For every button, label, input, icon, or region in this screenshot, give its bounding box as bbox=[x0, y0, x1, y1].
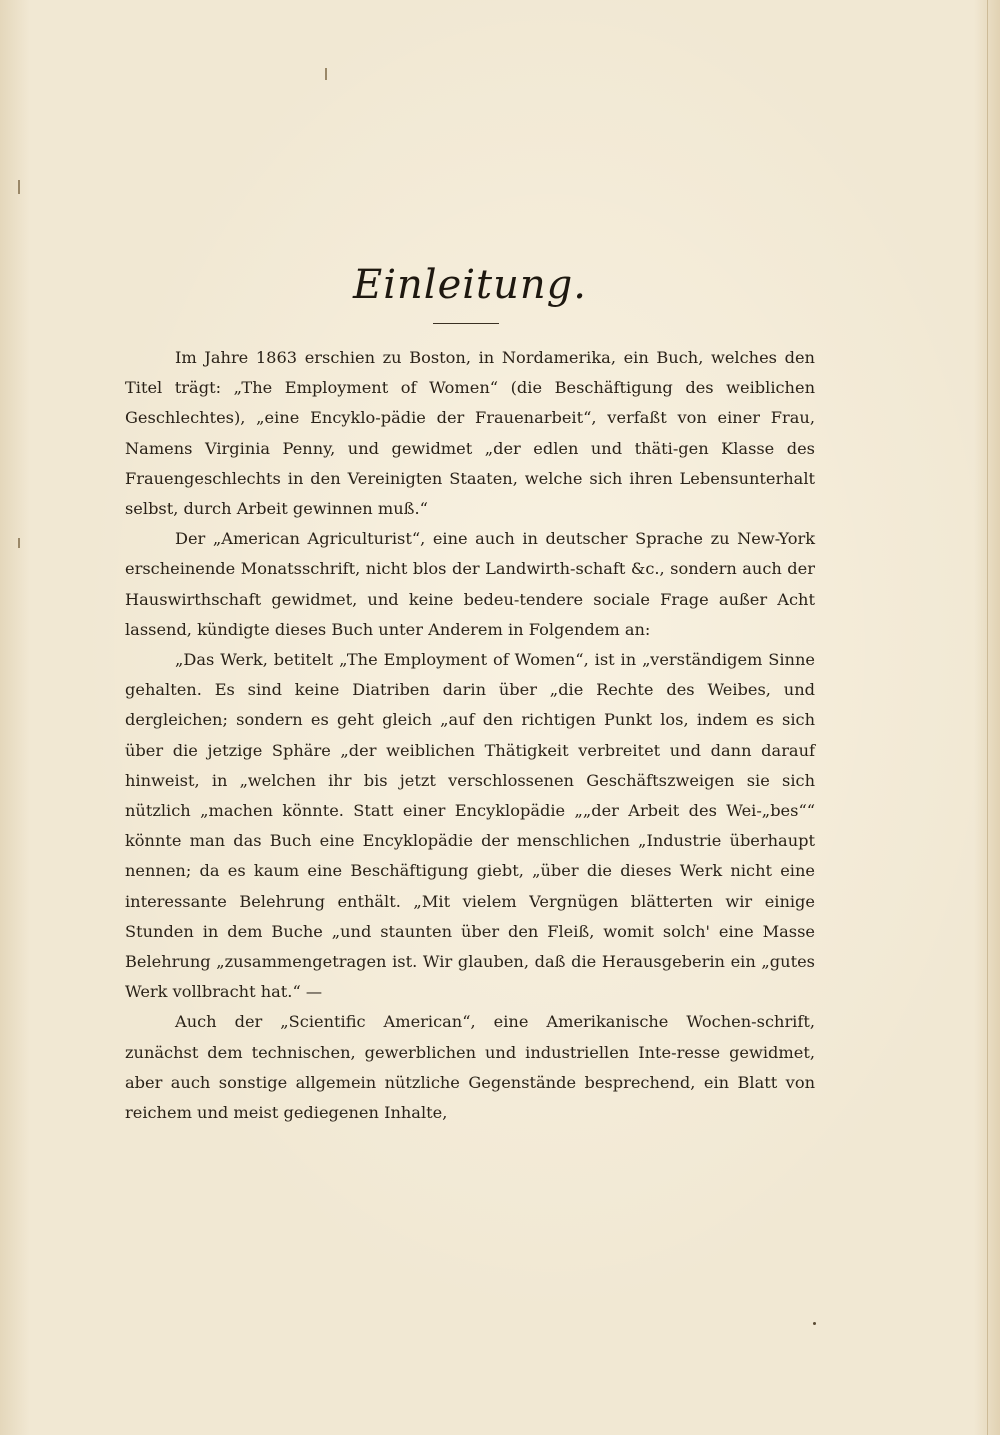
paragraph: Der „American Agriculturist“, eine auch in deutscher Sprache zu New-York erscheinende Monatsschrift, nicht blos der Landwirth-schaft &c., sondern auch der Hauswirthschaft gewidmet, und keine bedeu-tendere sociale Frage außer Acht lassend, kündigte dieses Buch unter Anderem in Folgendem an: bbox=[125, 529, 815, 639]
chapter-title: Einleitung. bbox=[353, 262, 587, 308]
margin-mark bbox=[18, 538, 20, 548]
paragraph: „Das Werk, betitelt „The Employment of Women“, ist in „verständigem Sinne gehalten. Es sind keine Diatriben darin über „die Rechte des Weibes, und dergleichen; sondern es geht gleich „auf den richtigen Punkt los, indem es sich über die jetzige Sphäre „der weiblichen Thätigkeit verbreitet und dann darauf hinweist, in „welchen ihr bis jetzt verschlossenen Geschäftszweigen sie sich nützlich „machen könnte. Statt einer Encyklopädie „„der Arbeit des Wei-„bes““ könnte man das Buch eine Encyklopädie der menschlichen „Industrie überhaupt nennen; da es kaum eine Beschäftigung giebt, „über die dieses Werk nicht eine interessante Belehrung enthält. „Mit vielem Vergnügen blätterten wir einige Stunden in dem Buche „und staunten über den Fleiß, womit solch' eine Masse Belehrung „zusammengetragen ist. Wir glauben, daß die Herausgeberin ein „gutes Werk vollbracht hat.“ — bbox=[125, 650, 815, 1002]
margin-mark bbox=[18, 180, 20, 194]
paragraph: Im Jahre 1863 erschien zu Boston, in Nordamerika, ein Buch, welches den Titel trägt: „The Employment of Women“ (die Beschäftigung des weiblichen Geschlechtes), „eine Encyklo-pädie der Frauenarbeit“, verfaßt von einer Frau, Namens Virginia Penny, und gewidmet „der edlen und thäti-gen Klasse des Frauengeschlechts in den Vereinigten Staaten, welche sich ihren Lebensunterhalt selbst, durch Arbeit gewinnen muß.“ bbox=[125, 348, 815, 519]
binding-line bbox=[987, 0, 988, 1435]
title-rule bbox=[433, 323, 499, 324]
margin-mark bbox=[325, 68, 327, 80]
paragraph: Auch der „Scientific American“, eine Amerikanische Wochen-schrift, zunächst dem technischen, gewerblichen und industriellen Inte-resse gewidmet, aber auch sonstige allgemein nützliche Gegenstände besprechend, ein Blatt von reichem und meist gediegenen Inhalte, bbox=[125, 1012, 815, 1123]
ink-dot bbox=[813, 1322, 816, 1325]
body-text bbox=[125, 343, 815, 1128]
left-page-edge bbox=[0, 0, 30, 1435]
